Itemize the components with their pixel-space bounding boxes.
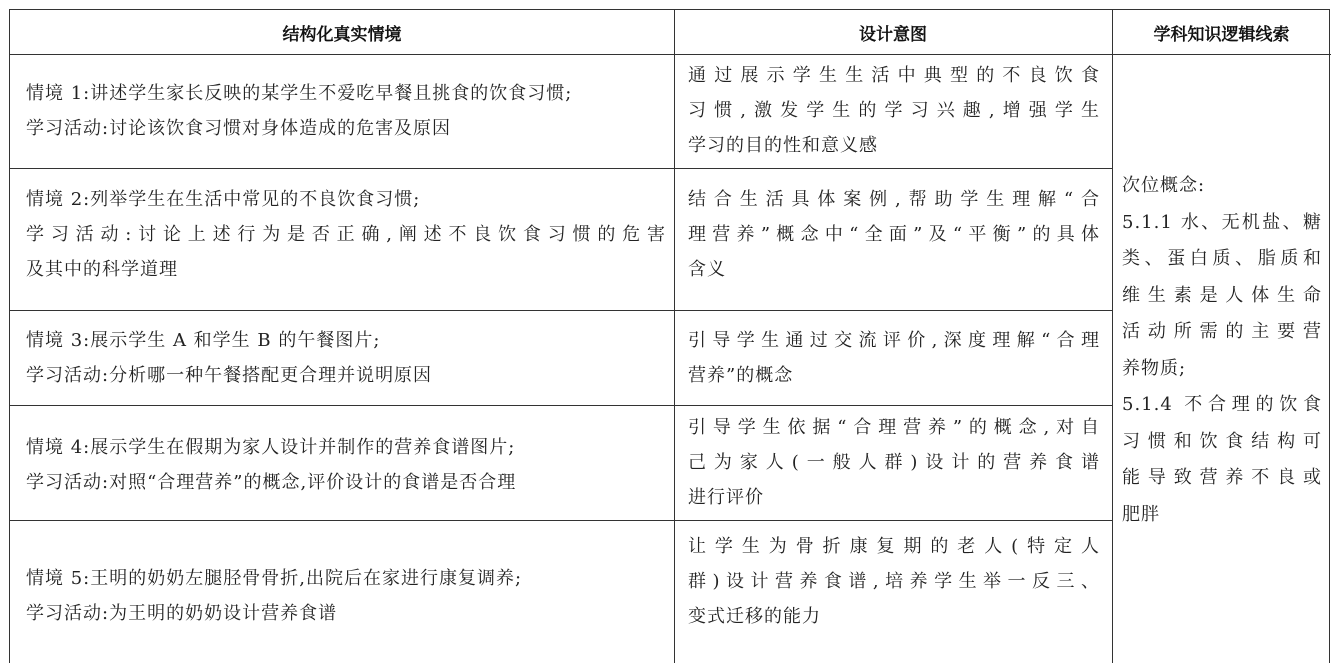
header-clue: 学科知识逻辑线索 bbox=[1153, 24, 1290, 45]
situation-line: 情境 5:王明的奶奶左腿胫骨骨折,出院后在家进行康复调养; bbox=[26, 568, 523, 589]
row-5-situation bbox=[26, 561, 666, 631]
intent-line: 引导学生依据“合理营养”的概念,对自 bbox=[688, 417, 1100, 438]
row-divider bbox=[10, 168, 1112, 169]
column-divider bbox=[1112, 10, 1113, 663]
intent-line: 引导学生通过交流评价,深度理解“合理 bbox=[688, 330, 1100, 351]
clue-line: 习惯和饮食结构可 bbox=[1122, 430, 1322, 452]
clue-line: 5.1.4 不合理的饮食 bbox=[1122, 394, 1322, 415]
intent-line: 变式迁移的能力 bbox=[688, 606, 821, 627]
situation-line: 情境 1:讲述学生家长反映的某学生不爱吃早餐且挑食的饮食习惯; bbox=[26, 83, 573, 104]
curriculum-table bbox=[9, 9, 1330, 663]
intent-line: 习惯,激发学生的学习兴趣,增强学生 bbox=[688, 100, 1100, 121]
situation-line: 及其中的科学道理 bbox=[26, 259, 178, 280]
clue-line: 维生素是人体生命 bbox=[1122, 284, 1322, 306]
row-1-intent bbox=[688, 58, 1100, 163]
row-4-situation bbox=[26, 430, 666, 500]
row-divider bbox=[10, 405, 1112, 406]
situation-line: 学习活动:分析哪一种午餐搭配更合理并说明原因 bbox=[26, 365, 433, 386]
situation-line: 情境 2:列举学生在生活中常见的不良饮食习惯; bbox=[26, 189, 421, 210]
clue-line: 次位概念: bbox=[1122, 175, 1206, 196]
intent-line: 营养”的概念 bbox=[688, 365, 794, 386]
row-4-intent bbox=[688, 410, 1100, 515]
row-3-situation bbox=[26, 323, 666, 393]
intent-line: 己为家人(一般人群)设计的营养食谱 bbox=[688, 452, 1100, 473]
row-divider bbox=[10, 520, 1112, 521]
intent-line: 进行评价 bbox=[688, 487, 764, 508]
clue-line: 养物质; bbox=[1122, 357, 1187, 379]
situation-line: 学习活动:讨论该饮食习惯对身体造成的危害及原因 bbox=[26, 118, 452, 139]
row-1-situation bbox=[26, 76, 666, 146]
situation-line: 情境 3:展示学生 A 和学生 B 的午餐图片; bbox=[26, 330, 381, 351]
clue-line: 能导致营养不良或 bbox=[1122, 467, 1322, 488]
intent-line: 学习的目的性和意义感 bbox=[688, 135, 878, 156]
row-3-intent bbox=[688, 323, 1100, 393]
row-2-intent bbox=[688, 182, 1100, 287]
clue-line: 类、蛋白质、脂质和 bbox=[1122, 248, 1322, 269]
intent-line: 让学生为骨折康复期的老人(特定人 bbox=[688, 536, 1100, 557]
intent-line: 群)设计营养食谱,培养学生举一反三、 bbox=[688, 571, 1100, 592]
intent-line: 结合生活具体案例,帮助学生理解“合 bbox=[688, 189, 1100, 210]
intent-line: 通过展示学生生活中典型的不良饮食 bbox=[688, 65, 1100, 86]
header-divider bbox=[10, 54, 1331, 55]
situation-line: 情境 4:展示学生在假期为家人设计并制作的营养食谱图片; bbox=[26, 437, 516, 458]
row-2-situation bbox=[26, 182, 666, 287]
header-intent: 设计意图 bbox=[859, 24, 927, 45]
row-divider bbox=[10, 310, 1112, 311]
row-5-intent bbox=[688, 529, 1100, 634]
column-divider bbox=[674, 10, 675, 663]
situation-line: 学习活动:为王明的奶奶设计营养食谱 bbox=[26, 603, 338, 624]
intent-line: 理营养”概念中“全面”及“平衡”的具体 bbox=[688, 224, 1100, 245]
intent-line: 含义 bbox=[688, 259, 726, 280]
situation-line: 学习活动:讨论上述行为是否正确,阐述不良饮食习惯的危害 bbox=[26, 224, 666, 245]
clue-line: 活动所需的主要营 bbox=[1122, 321, 1322, 342]
header-situation: 结构化真实情境 bbox=[282, 24, 402, 45]
clue-line: 肥胖 bbox=[1122, 503, 1160, 525]
clue-line: 5.1.1 水、无机盐、糖 bbox=[1122, 211, 1322, 233]
situation-line: 学习活动:对照“合理营养”的概念,评价设计的食谱是否合理 bbox=[26, 472, 517, 493]
clue-cell bbox=[1122, 168, 1322, 533]
